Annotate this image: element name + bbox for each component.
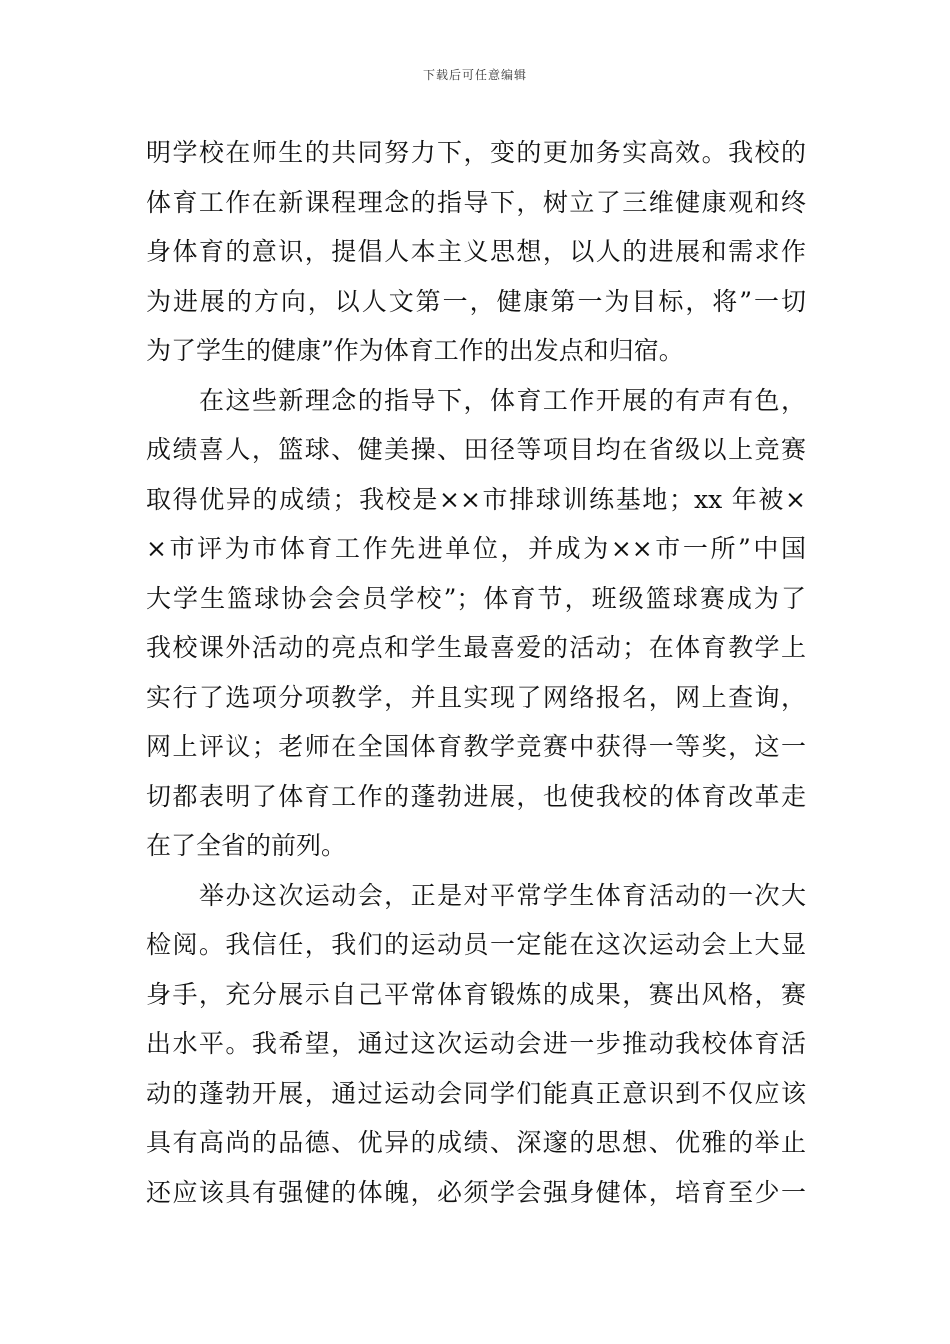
text-line: 为了学生的健康”作为体育工作的出发点和归宿。: [146, 336, 684, 365]
paragraph-2: [146, 376, 806, 871]
text-line: 动的蓬勃开展，通过运动会同学们能真正意识到不仅应该: [146, 1078, 806, 1108]
text-line: 举办这次运动会，正是对平常学生体育活动的一次大: [199, 880, 806, 910]
page-header: 下载后可任意编辑: [422, 68, 527, 82]
text-line: 网上评议；老师在全国体育教学竞赛中获得一等奖，这一: [146, 732, 806, 761]
text-line: 为进展的方向，以人文第一，健康第一为目标，将”一切: [146, 286, 806, 316]
text-line: 在了全省的前列。: [146, 831, 347, 860]
paragraph-1: [146, 128, 806, 376]
text-line: 检阅。我信任，我们的运动员一定能在这次运动会上大显: [146, 930, 806, 959]
text-line: 身体育的意识，提倡人本主义思想，以人的进展和需求作: [146, 237, 806, 266]
text-line: 在这些新理念的指导下，体育工作开展的有声有色，: [199, 385, 806, 415]
text-line: 明学校在师生的共同努力下，变的更加务实高效。我校的: [146, 138, 806, 167]
text-line: ×市评为市体育工作先进单位，并成为××市一所”中国: [146, 534, 806, 563]
text-line: 成绩喜人，篮球、健美操、田径等项目均在省级以上竞赛: [146, 435, 806, 464]
text-line: 具有高尚的品德、优异的成绩、深邃的思想、优雅的举止: [146, 1128, 806, 1157]
text-line: 还应该具有强健的体魄，必须学会强身健体，培育至少一: [146, 1177, 806, 1207]
text-line: 切都表明了体育工作的蓬勃进展，也使我校的体育改革走: [146, 781, 806, 811]
text-line: 大学生篮球协会会员学校”；体育节，班级篮球赛成为了: [146, 583, 806, 613]
text-line: 我校课外活动的亮点和学生最喜爱的活动；在体育教学上: [146, 633, 806, 662]
text-line: 身手，充分展示自己平常体育锻炼的成果，赛出风格，赛: [146, 979, 806, 1009]
text-line: 实行了选项分项教学，并且实现了网络报名，网上查询，: [146, 682, 806, 712]
text-line: 取得优异的成绩；我校是××市排球训练基地；xx 年被×: [146, 484, 806, 514]
document-body: [146, 128, 806, 1217]
text-line: 体育工作在新课程理念的指导下，树立了三维健康观和终: [146, 187, 806, 217]
paragraph-3: [146, 871, 806, 1218]
text-line: 出水平。我希望，通过这次运动会进一步推动我校体育活: [146, 1029, 806, 1058]
